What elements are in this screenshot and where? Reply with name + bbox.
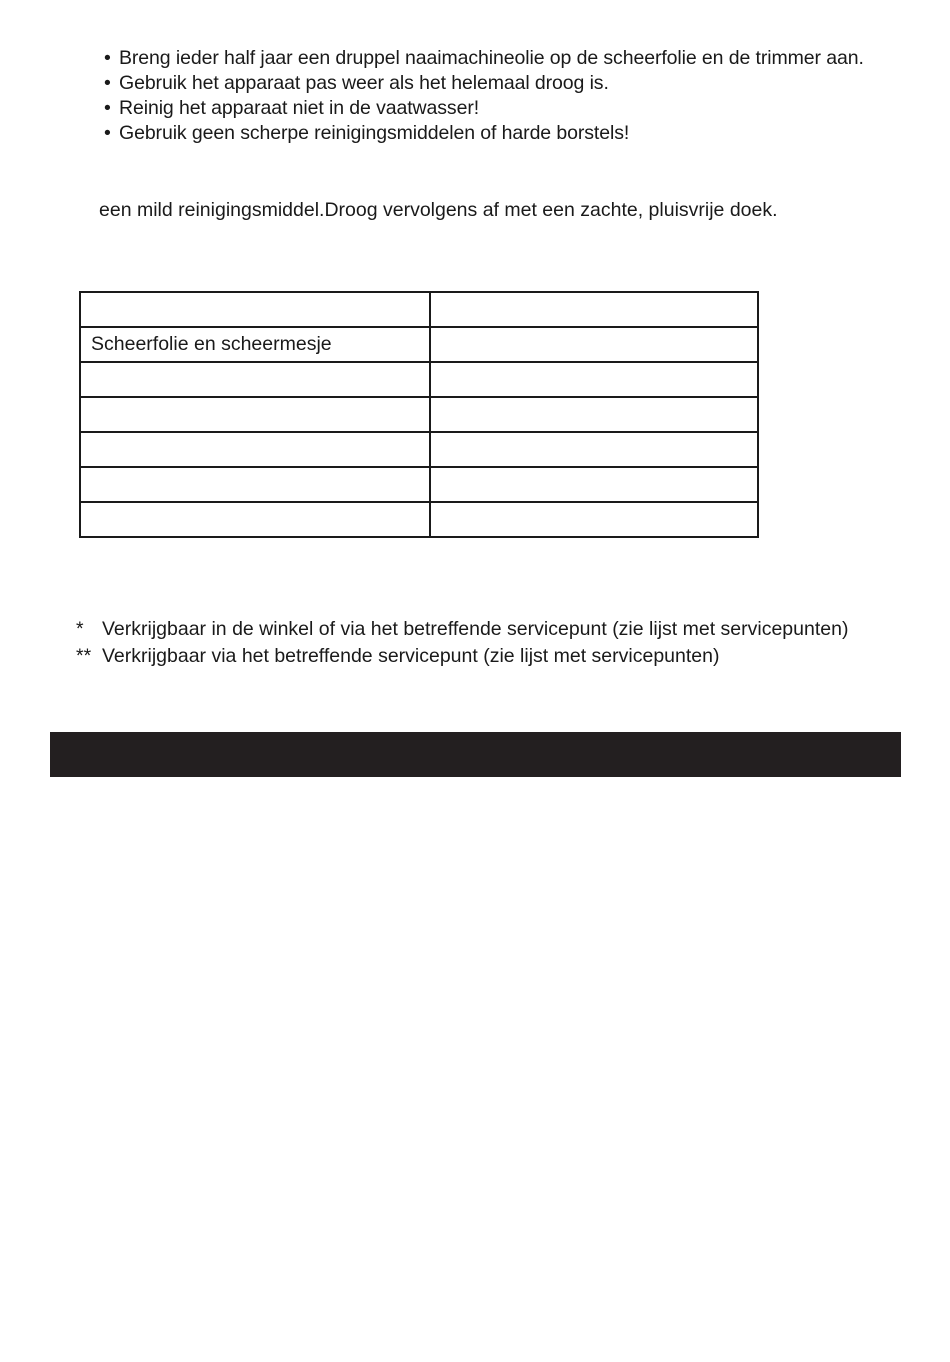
bullet-icon: • — [104, 72, 111, 94]
table-cell-part — [80, 362, 430, 397]
spare-parts-table — [79, 291, 759, 538]
list-item — [104, 96, 864, 121]
section-header-bar — [50, 732, 901, 777]
table-row — [80, 292, 758, 327]
list-item — [104, 46, 864, 71]
bullet-icon: • — [104, 97, 111, 119]
list-item-text: Breng ieder half jaar een druppel naaimachineolie op de scheerfolie en de trimmer aan. — [119, 47, 864, 69]
table-cell-number — [430, 327, 758, 362]
list-item-text: Reinig het apparaat niet in de vaatwasser! — [119, 97, 480, 119]
table-cell-part — [80, 292, 430, 327]
table-row — [80, 432, 758, 467]
footnote — [76, 616, 848, 643]
table-cell-number — [430, 362, 758, 397]
table-cell-number — [430, 432, 758, 467]
table-row — [80, 327, 758, 362]
footnote-text: Verkrijgbaar via het betreffende servicepunt (zie lijst met servicepunten) — [102, 645, 720, 667]
care-instructions-list — [104, 46, 864, 146]
table-row — [80, 502, 758, 537]
table-cell-number — [430, 467, 758, 502]
bullet-icon: • — [104, 47, 111, 69]
table-cell-part — [80, 432, 430, 467]
list-item — [104, 71, 864, 96]
table-cell-part — [80, 502, 430, 537]
table-cell-part — [80, 397, 430, 432]
table-cell-number — [430, 397, 758, 432]
table-cell-number — [430, 502, 758, 537]
footnote-mark: ** — [76, 645, 92, 667]
table-row — [80, 362, 758, 397]
footnotes — [76, 616, 848, 670]
table-row — [80, 397, 758, 432]
table-cell-part — [80, 467, 430, 502]
table-cell-number — [430, 292, 758, 327]
cleaning-paragraph: een mild reinigingsmiddel.Droog vervolgens af met een zachte, pluisvrije doek. — [99, 199, 778, 221]
table-cell-part: Scheerfolie en scheermesje — [80, 327, 430, 362]
bullet-icon: • — [104, 122, 111, 144]
list-item-text: Gebruik geen scherpe reinigingsmiddelen of harde borstels! — [119, 122, 630, 144]
list-item — [104, 121, 864, 146]
footnote — [76, 643, 848, 670]
footnote-text: Verkrijgbaar in de winkel of via het betreffende servicepunt (zie lijst met servicepunten) — [102, 618, 849, 640]
list-item-text: Gebruik het apparaat pas weer als het helemaal droog is. — [119, 72, 609, 94]
table-row — [80, 467, 758, 502]
footnote-mark: * — [76, 618, 84, 640]
